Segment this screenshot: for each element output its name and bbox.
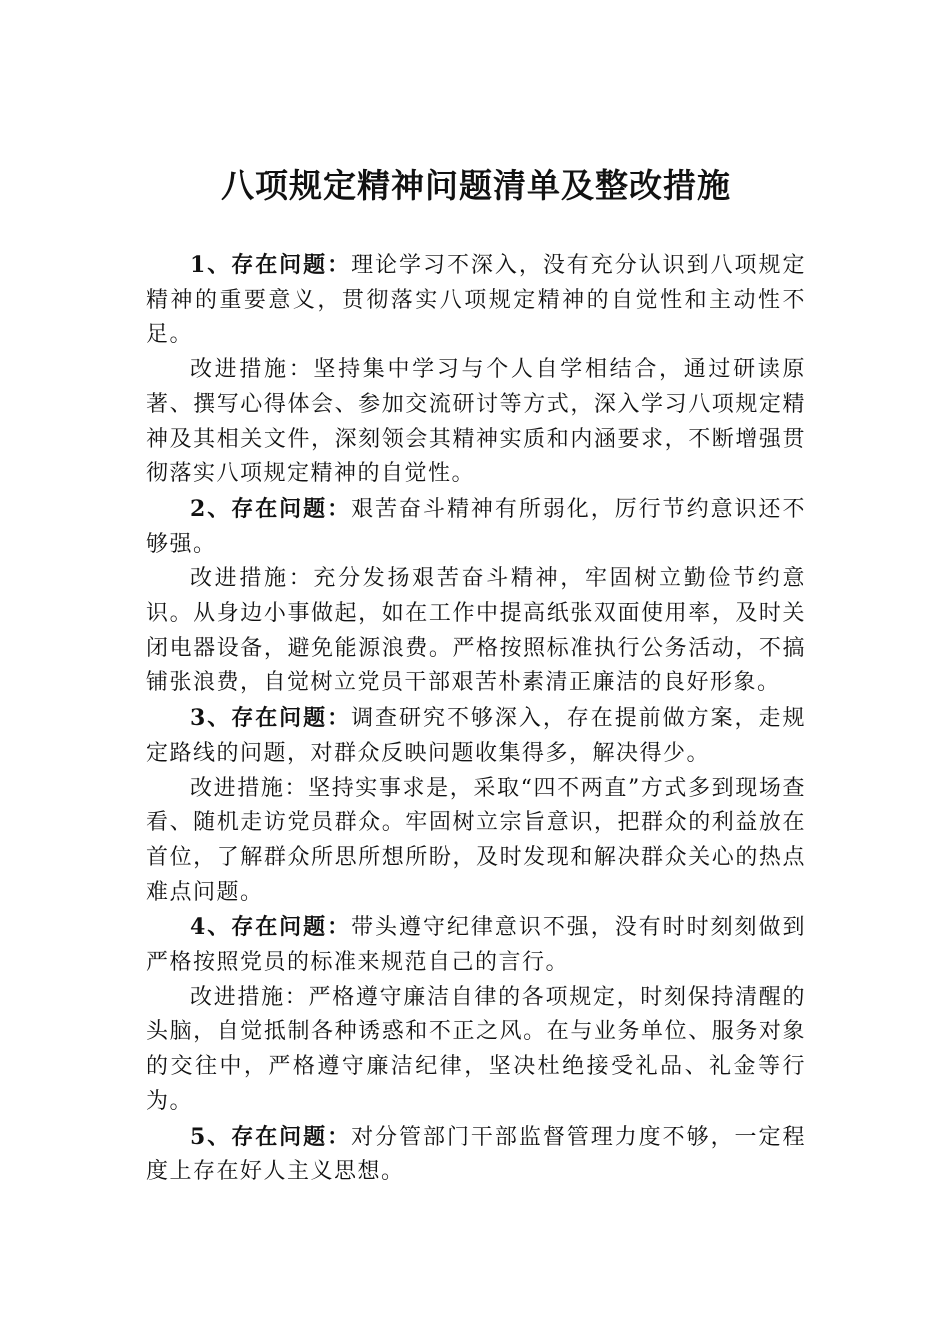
issue-label: 5、存在问题： (190, 1123, 352, 1150)
issue-label: 3、存在问题： (190, 705, 352, 732)
issue-label: 2、存在问题： (190, 495, 352, 522)
issue-label: 4、存在问题： (190, 914, 352, 941)
issue-2-measure: 改进措施：充分发扬艰苦奋斗精神，牢固树立勤俭节约意识。从身边小事做起，如在工作中提高纸张双面使用率，及时关闭电器设备，避免能源浪费。严格按照标准执行公务活动，不搞铺张浪费，自觉树立党员干部艰苦朴素清正廉洁的良好形象。 (146, 566, 806, 696)
document-body (146, 248, 806, 1190)
issue-3-problem (146, 701, 806, 771)
document-title: 八项规定精神问题清单及整改措施 (221, 166, 731, 205)
issue-3-measure: 改进措施：坚持实事求是，采取“四不两直”方式多到现场查看、随机走访党员群众。牢固树立宗旨意识，把群众的利益放在首位，了解群众所思所想所盼，及时发现和解决群众关心的热点难点问题。 (146, 775, 806, 905)
issue-text: 艰苦奋斗精神有所弱化，厉行节约意识还不够强。 (146, 496, 806, 557)
issue-1-problem (146, 248, 806, 353)
issue-5-problem (146, 1120, 806, 1190)
issue-4-problem (146, 910, 806, 980)
issue-text: 调查研究不够深入，存在提前做方案，走规定路线的问题，对群众反映问题收集得多，解决得少。 (146, 706, 806, 766)
issue-1-measure: 改进措施：坚持集中学习与个人自学相结合，通过研读原著、撰写心得体会、参加交流研讨等方式，深入学习八项规定精神及其相关文件，深刻领会其精神实质和内涵要求，不断增强贯彻落实八项规定精神的自觉性。 (146, 357, 806, 487)
issue-label: 1、存在问题： (190, 252, 352, 278)
issue-2-problem (146, 492, 806, 562)
issue-text: 对分管部门干部监督管理力度不够，一定程度上存在好人主义思想。 (146, 1124, 806, 1185)
issue-4-measure: 改进措施：严格遵守廉洁自律的各项规定，时刻保持清醒的头脑，自觉抵制各种诱惑和不正之风。在与业务单位、服务对象的交往中，严格遵守廉洁纪律，坚决杜绝接受礼品、礼金等行为。 (146, 984, 806, 1114)
issue-text: 带头遵守纪律意识不强，没有时时刻刻做到严格按照党员的标准来规范自己的言行。 (146, 915, 806, 976)
issue-text: 理论学习不深入，没有充分认识到八项规定精神的重要意义，贯彻落实八项规定精神的自觉性和主动性不足。 (146, 253, 806, 348)
